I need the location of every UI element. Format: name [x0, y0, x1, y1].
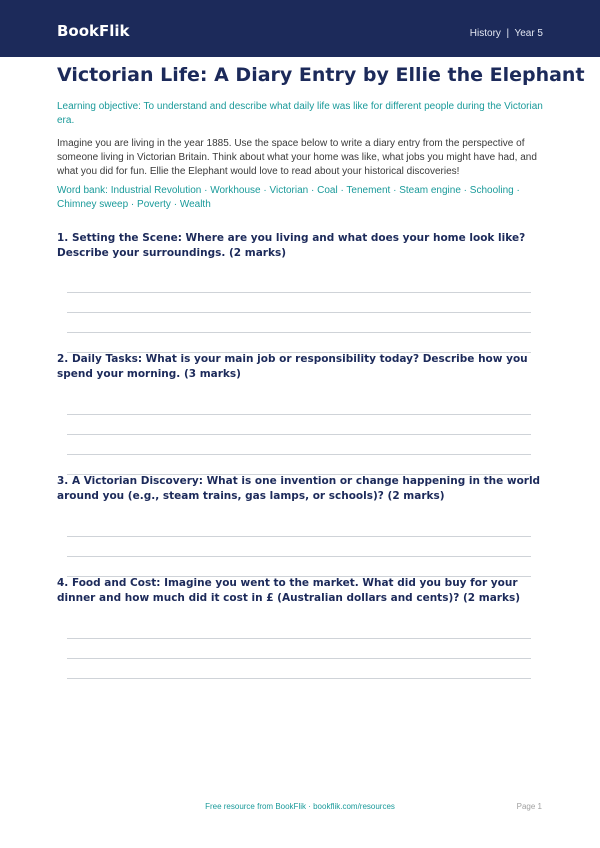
answer-line[interactable] — [67, 638, 531, 639]
page-number: Page 1 — [516, 802, 542, 811]
answer-line[interactable] — [67, 536, 531, 537]
answer-line[interactable] — [67, 556, 531, 557]
intro-paragraph: Imagine you are living in the year 1885. Use the space below to write a diary entry from the perspective of someone living in Victorian Britain. Think about what your home was like, what jobs you might have had, and what you did for fun. Ellie the Elephant would love to read about your historical discoveries! — [57, 138, 537, 177]
answer-line[interactable] — [67, 658, 531, 659]
header-bar — [0, 0, 600, 57]
question-4: 4. Food and Cost: Imagine you went to the market. What did you buy for your dinner and how much did it cost in £ (Australian dollars and cents)? (2 marks) — [57, 577, 520, 604]
brand-logo[interactable]: BookFlik — [57, 22, 130, 40]
answer-line[interactable] — [67, 678, 531, 679]
answer-line[interactable] — [67, 312, 531, 313]
answer-line[interactable] — [67, 414, 531, 415]
learning-objective: Learning objective: To understand and describe what daily life was like for different people during the Victorian era. — [57, 101, 543, 126]
question-3: 3. A Victorian Discovery: What is one invention or change happening in the world around you (e.g., steam trains, gas lamps, or schools)? (2 marks) — [57, 475, 541, 502]
answer-line[interactable] — [67, 454, 531, 455]
subject-year-label: History | Year 5 — [469, 28, 543, 39]
question-1: 1. Setting the Scene: Where are you living and what does your home look like? Describe your surroundings. (2 marks) — [57, 232, 526, 259]
answer-line[interactable] — [67, 434, 531, 435]
answer-line[interactable] — [67, 332, 531, 333]
answer-line[interactable] — [67, 292, 531, 293]
question-2: 2. Daily Tasks: What is your main job or responsibility today? Describe how you spend your morning. (3 marks) — [57, 353, 528, 380]
word-bank: Word bank: Industrial Revolution · Workhouse · Victorian · Coal · Tenement · Steam engine · Schooling · Chimney sweep · Poverty · Wealth — [57, 185, 520, 210]
page-title: Victorian Life: A Diary Entry by Ellie the Elephant — [57, 64, 585, 86]
footer-credit[interactable]: Free resource from BookFlik · bookflik.com/resources — [205, 802, 395, 811]
